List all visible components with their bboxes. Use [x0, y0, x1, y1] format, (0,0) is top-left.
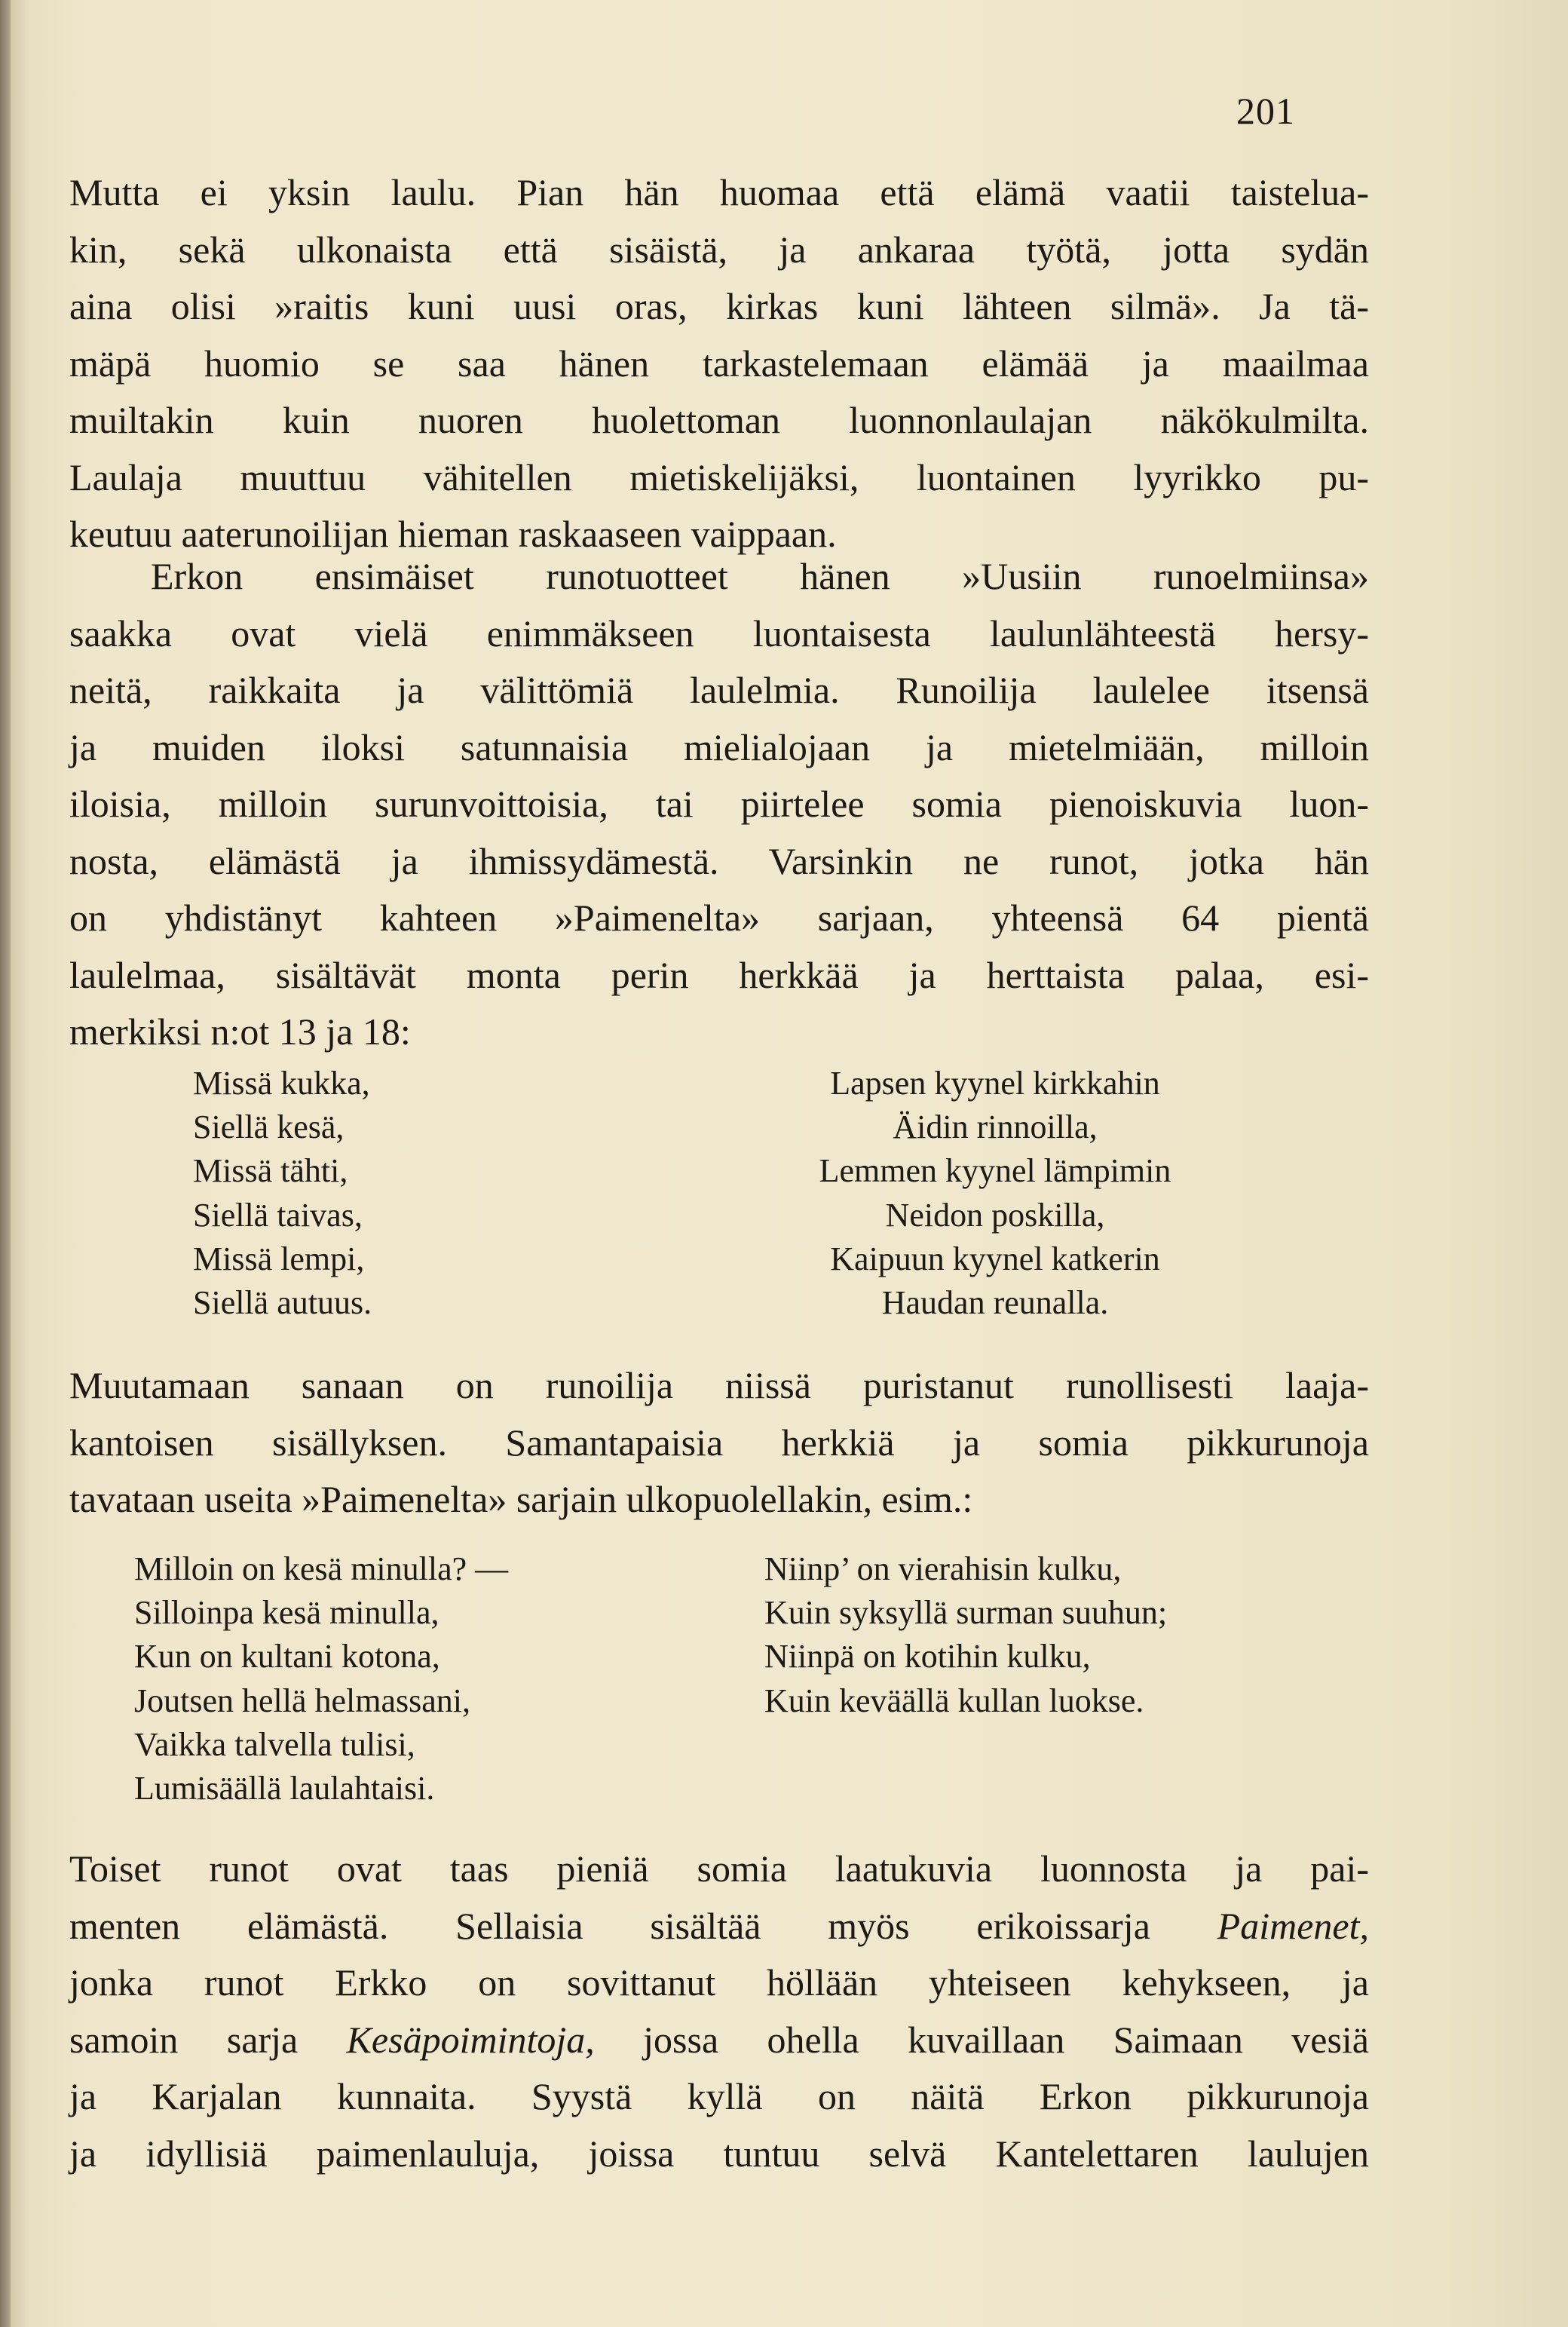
verse-line: Neidon poskilla, [885, 1196, 1105, 1234]
text-line: Mutta ei yksin laulu. Pian hän huomaa että elämä vaatii taistelua- [69, 171, 1369, 213]
text-line: Laulaja muuttuu vähitellen mietiskelijäksi, luontainen lyyrikko pu- [69, 455, 1369, 498]
verse-line: Missä tähti, [193, 1152, 348, 1190]
text-line: kantoisen sisällyksen. Samantapaisia herkkiä ja somia pikkurunoja [69, 1421, 1369, 1464]
verse-line: Kun on kultani kotona, [134, 1638, 440, 1676]
text-line: nosta, elämästä ja ihmissydämestä. Varsinkin ne runot, jotka hän [69, 839, 1369, 882]
verse-line: Missä lempi, [193, 1240, 365, 1277]
text-line: neitä, raikkaita ja välittömiä laulelmia. Runoilija laulelee itsensä [69, 669, 1369, 711]
verse-line: Äidin rinnoilla, [893, 1108, 1098, 1146]
text-line: ja idyllisiä paimenlauluja, joissa tuntuu selvä Kantelettaren laulujen [69, 2132, 1369, 2175]
paragraph-1 [69, 164, 1369, 563]
verse-line: Niinpä on kotihin kulku, [764, 1638, 1091, 1676]
verse-line: Haudan reunalla. [881, 1284, 1109, 1322]
text-span: jossa ohella kuvaillaan Saimaan vesiä [594, 2018, 1369, 2061]
verse-line: Niinp’ on vierahisin kulku, [764, 1550, 1122, 1587]
text-line: saakka ovat vielä enimmäkseen luontaisesta laulunlähteestä hersy- [69, 612, 1369, 655]
poem-18 [776, 1062, 1214, 1325]
text-line: kin, sekä ulkonaista että sisäistä, ja ankaraa työtä, jotta sydän [69, 228, 1369, 271]
page-number: 201 [1236, 90, 1295, 132]
paragraph-2 [69, 548, 1369, 1061]
text-line: iloisia, milloin surunvoittoisia, tai piirtelee somia pienoiskuvia luon- [69, 783, 1369, 825]
italic-title: Paimenet, [1217, 1904, 1369, 1947]
text-line: merkiksi n:ot 13 ja 18: [69, 1010, 411, 1053]
verse-line: Vaikka talvella tulisi, [134, 1725, 415, 1763]
verse-line: Kuin syksyllä surman suuhun; [764, 1594, 1168, 1632]
text-span: samoin sarja [69, 2018, 347, 2061]
verse-line: Missä kukka, [193, 1065, 370, 1102]
text-line: aina olisi »raitis kuni uusi oras, kirkas kuni lähteen silmä». Ja tä- [69, 285, 1369, 327]
verse-line: Lapsen kyynel kirkkahin [830, 1065, 1160, 1102]
text-line: Toiset runot ovat taas pieniä somia laatukuvia luonnosta ja pai- [69, 1847, 1369, 1890]
verse-line: Siellä taivas, [193, 1196, 363, 1234]
text-line: laulelmaa, sisältävät monta perin herkkää ja herttaista palaa, esi- [69, 953, 1369, 996]
text-line: tavataan useita »Paimenelta» sarjain ulkopuolellakin, esim.: [69, 1478, 973, 1520]
verse-line: Lemmen kyynel lämpimin [819, 1152, 1171, 1190]
verse-line: Silloinpa kesä minulla, [134, 1594, 439, 1632]
text-span: menten elämästä. Sellaisia sisältää myös erikoissarja [69, 1904, 1217, 1947]
verse-line: Joutsen hellä helmassani, [134, 1682, 471, 1719]
paragraph-3 [69, 1357, 1369, 1528]
text-line [69, 1898, 1369, 1955]
italic-title: Kesäpoimintoja, [346, 2018, 595, 2061]
poem-niinp-on-vierahisin [764, 1547, 1167, 1723]
verse-line: Siellä kesä, [193, 1108, 345, 1146]
paragraph-4 [69, 1841, 1369, 2182]
verse-line: Kaipuun kyynel katkerin [830, 1240, 1160, 1277]
verse-line: Milloin on kesä minulla? — [134, 1550, 509, 1587]
text-line: ja muiden iloksi satunnaisia mielialojaan ja mietelmiään, milloin [69, 725, 1369, 768]
verse-line: Lumisäällä laulahtaisi. [134, 1770, 435, 1807]
text-line: on yhdistänyt kahteen »Paimenelta» sarjaan, yhteensä 64 pientä [69, 897, 1369, 939]
text-line: Erkon ensimäiset runotuotteet hänen »Uusiin runoelmiinsa» [151, 555, 1369, 597]
verse-line: Siellä autuus. [193, 1284, 372, 1322]
text-line: muiltakin kuin nuoren huolettoman luonnonlaulajan näkökulmilta. [69, 399, 1369, 441]
text-line: keutuu aaterunoilijan hieman raskaaseen vaippaan. [69, 513, 837, 555]
verse-line: Kuin keväällä kullan luokse. [764, 1682, 1144, 1719]
text-line: ja Karjalan kunnaita. Syystä kyllä on näitä Erkon pikkurunoja [69, 2075, 1369, 2117]
page-spine-edge [0, 0, 11, 2327]
text-line: mäpä huomio se saa hänen tarkastelemaan elämää ja maailmaa [69, 342, 1369, 385]
poem-13 [193, 1062, 372, 1325]
text-line [69, 2012, 1369, 2069]
text-line: Muutamaan sanaan on runoilija niissä puristanut runollisesti laaja- [69, 1364, 1369, 1406]
text-line: jonka runot Erkko on sovittanut höllään yhteiseen kehykseen, ja [69, 1961, 1369, 2004]
poem-milloin-on-kesa [134, 1547, 508, 1810]
